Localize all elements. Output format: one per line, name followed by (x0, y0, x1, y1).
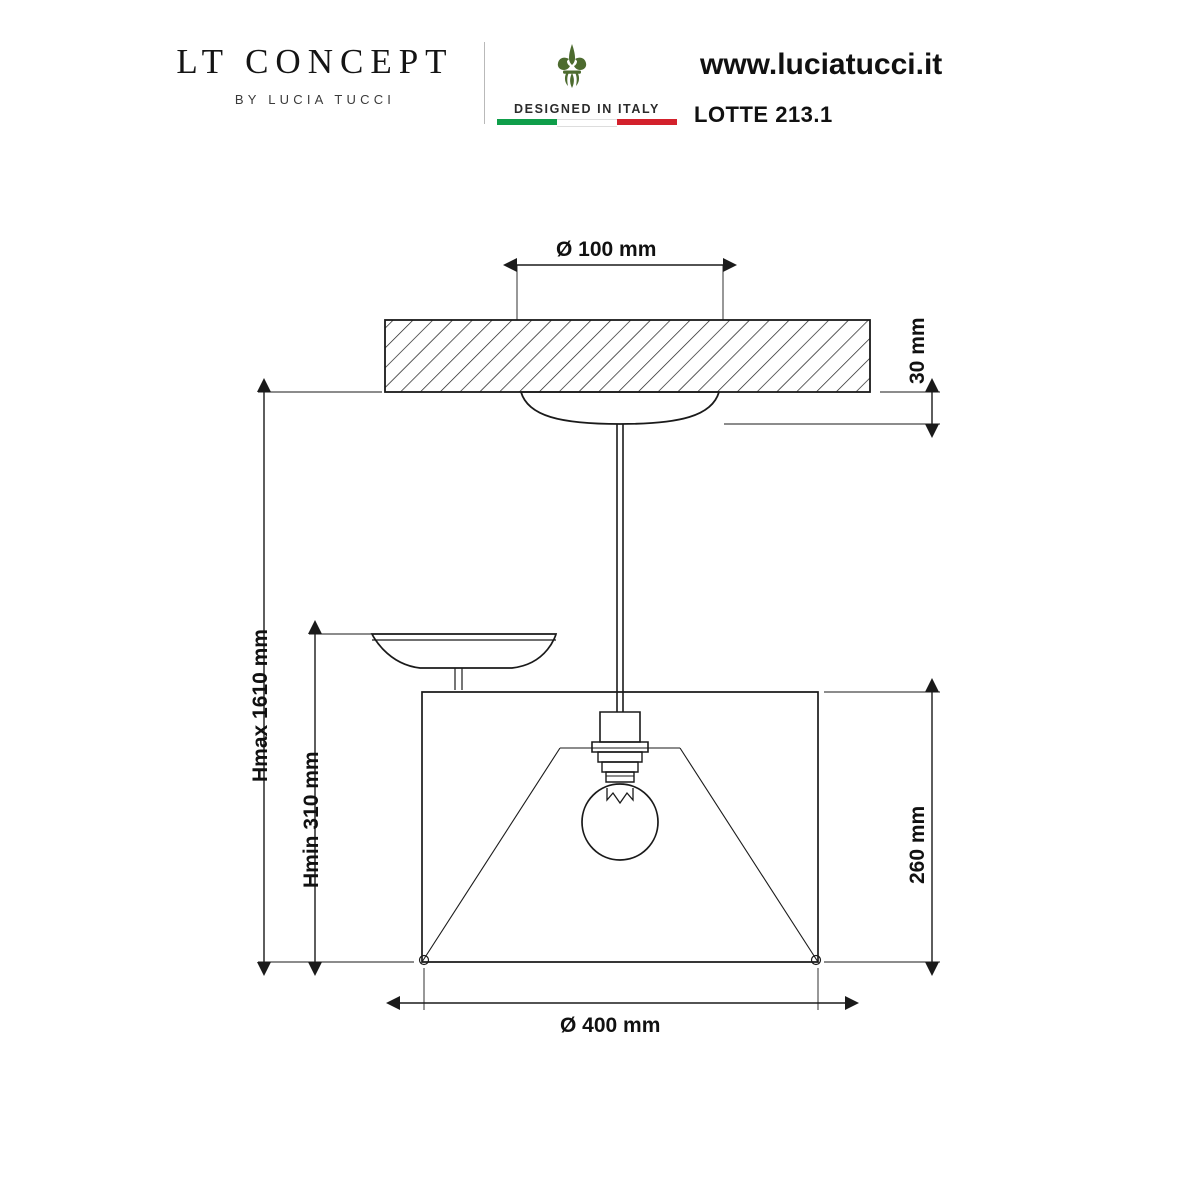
dimension-h-min: Hmin 310 mm (300, 751, 323, 888)
brand-name: LT CONCEPT (176, 42, 454, 81)
website-url[interactable]: www.luciatucci.it (700, 48, 943, 81)
dimension-shade-height: 260 mm (906, 805, 929, 884)
dimension-h-max: Hmax 1610 mm (249, 629, 272, 782)
dimension-canopy-diameter: Ø 100 mm (556, 238, 657, 261)
brand-subtitle: BY LUCIA TUCCI (234, 92, 396, 107)
model-name: LOTTE 213.1 (694, 102, 833, 127)
dimension-shade-diameter: Ø 400 mm (560, 1014, 661, 1037)
dimension-canopy-height: 30 mm (906, 317, 929, 384)
designed-in-italy-label: DESIGNED IN ITALY (514, 102, 660, 116)
